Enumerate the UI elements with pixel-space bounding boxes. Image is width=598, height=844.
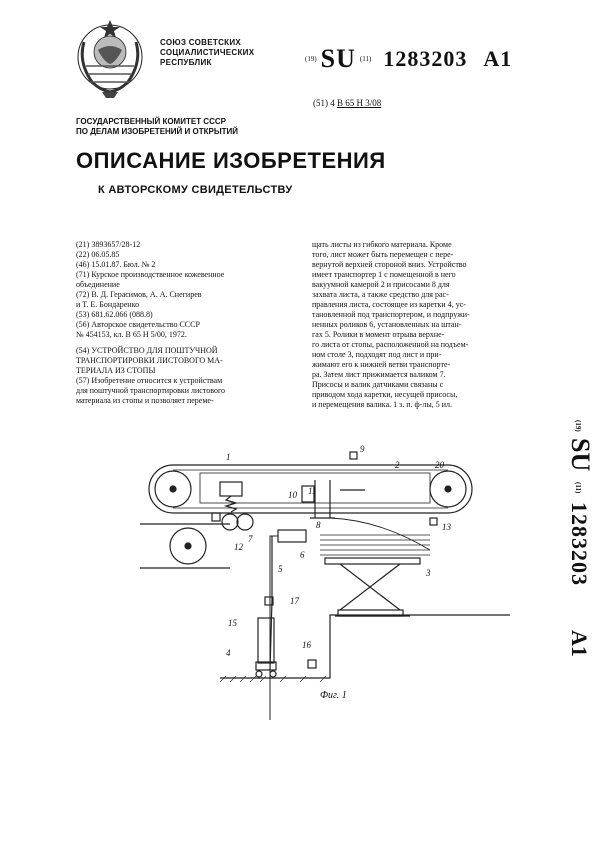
biblio-line: (56) Авторское свидетельство СССР: [76, 320, 200, 329]
label-10: 10: [288, 490, 297, 500]
biblio-line: (57) Изобретение относится к устройствам: [76, 376, 223, 385]
abstract-line: правления листа, состоящее из каретки 4, ус-: [312, 300, 466, 309]
label-16: 16: [302, 640, 311, 650]
abstract-line: вернутой верхней стороной вниз. Устройство: [312, 260, 467, 269]
biblio-line: (21) 3893657/28-12: [76, 240, 141, 249]
biblio-line: и Т. Е. Бондаренко: [76, 300, 140, 309]
ipc-prefix: (51) 4: [313, 98, 335, 108]
patent-number: 1283203: [383, 46, 468, 71]
biblio-line: (54) УСТРОЙСТВО ДЛЯ ПОШТУЧНОЙ: [76, 346, 218, 355]
committee: [76, 117, 238, 137]
abstract-line: щать листы из гибкого материала. Кроме: [312, 240, 452, 249]
biblio-line: для поштучной транспортировки листового: [76, 386, 226, 395]
abstract-line: вакуумной камерой 2 и присосами 8 для: [312, 280, 450, 289]
side-code-19: (19): [574, 420, 582, 432]
side-country: SU: [566, 438, 595, 472]
biblio-line: (46) 15.01.87. Бюл. № 2: [76, 260, 156, 269]
abstract-line: имеет транспортер 1 с помещенной в него: [312, 270, 456, 279]
abstract-line: тановленной под транспортером, и подпружи-: [312, 310, 470, 319]
label-6: 6: [300, 550, 305, 560]
code-11: (11): [359, 55, 372, 63]
committee-line: ПО ДЕЛАМ ИЗОБРЕТЕНИЙ И ОТКРЫТИЙ: [76, 127, 239, 136]
label-12: 12: [234, 542, 243, 552]
label-1: 1: [226, 452, 231, 462]
kind-code: A1: [483, 46, 513, 71]
abstract-line: жимают его к нижней ветви транспорте-: [312, 360, 451, 369]
label-7: 7: [248, 534, 253, 544]
label-15: 15: [228, 618, 237, 628]
ipc-value: В 65 Н 3/08: [337, 98, 382, 108]
bibliographic-data: [76, 240, 302, 406]
abstract-continuation: [312, 240, 544, 410]
biblio-line: ТЕРИАЛА ИЗ СТОПЫ: [76, 366, 156, 375]
biblio-line: материала из стопы и позволяет переме-: [76, 396, 214, 405]
label-17: 17: [290, 596, 299, 606]
abstract-line: го листа от стопы, расположенной на подъем-: [312, 340, 469, 349]
label-11: 11: [308, 486, 317, 496]
abstract-line: того, лист может быть перемещен с пере-: [312, 250, 454, 259]
org-line: РЕСПУБЛИК: [160, 58, 212, 67]
label-8: 8: [316, 520, 321, 530]
biblio-line: (22) 06.05.85: [76, 250, 120, 259]
side-kind: A1: [567, 630, 592, 657]
abstract-line: захвата листа, а также средство для рас-: [312, 290, 449, 299]
code-19: (19): [305, 55, 317, 63]
org-line: СОЮЗ СОВЕТСКИХ: [160, 38, 242, 47]
technical-drawing: [130, 440, 530, 720]
label-9: 9: [360, 444, 365, 454]
figure-caption: Фиг. 1: [320, 690, 347, 701]
label-3: 3: [426, 568, 431, 578]
abstract-line: гах 5. Ролики в момент отрыва верхне-: [312, 330, 445, 339]
abstract-line: ном столе 3, подходят под лист и при-: [312, 350, 442, 359]
abstract-line: приводом хода каретки, несущей присосы,: [312, 390, 458, 399]
label-4: 4: [226, 648, 231, 658]
label-2: 2: [395, 460, 400, 470]
label-5: 5: [278, 564, 283, 574]
abstract-line: ра. Затем лист прижимается валиком 7.: [312, 370, 446, 379]
side-number: 1283203: [567, 502, 592, 586]
patent-number-line: [305, 44, 512, 74]
abstract-line: Присосы и валик датчиками связаны с: [312, 380, 444, 389]
biblio-line: (53) 681.62.066 (088.8): [76, 310, 153, 319]
biblio-line: (71) Курское производственное кожевенное: [76, 270, 225, 279]
document-title: ОПИСАНИЕ ИЗОБРЕТЕНИЯ: [76, 148, 386, 173]
abstract-line: ненных роликов 6, установленных на штан-: [312, 320, 462, 329]
committee-line: ГОСУДАРСТВЕННЫЙ КОМИТЕТ СССР: [76, 117, 226, 126]
ipc-classification: [313, 98, 381, 108]
document-subtitle: К АВТОРСКОМУ СВИДЕТЕЛЬСТВУ: [98, 184, 293, 196]
org-line: СОЦИАЛИСТИЧЕСКИХ: [160, 48, 255, 57]
abstract-line: и перемещения валика. 1 з. п. ф-лы, 5 ил.: [312, 400, 453, 409]
side-code-11: (11): [574, 482, 582, 494]
label-20: 20: [435, 460, 444, 470]
label-13: 13: [442, 522, 451, 532]
biblio-line: объединение: [76, 280, 120, 289]
biblio-line: ТРАНСПОРТИРОВКИ ЛИСТОВОГО МА-: [76, 356, 223, 365]
country-code: SU: [320, 44, 356, 73]
organization-name: [160, 38, 254, 68]
side-patent-number: [540, 420, 595, 690]
biblio-line: № 454153, кл. В 65 Н 5/00, 1972.: [76, 330, 187, 339]
biblio-line: (72) В. Д. Герасимов, А. А. Снегирев: [76, 290, 202, 299]
state-emblem: [70, 12, 150, 102]
